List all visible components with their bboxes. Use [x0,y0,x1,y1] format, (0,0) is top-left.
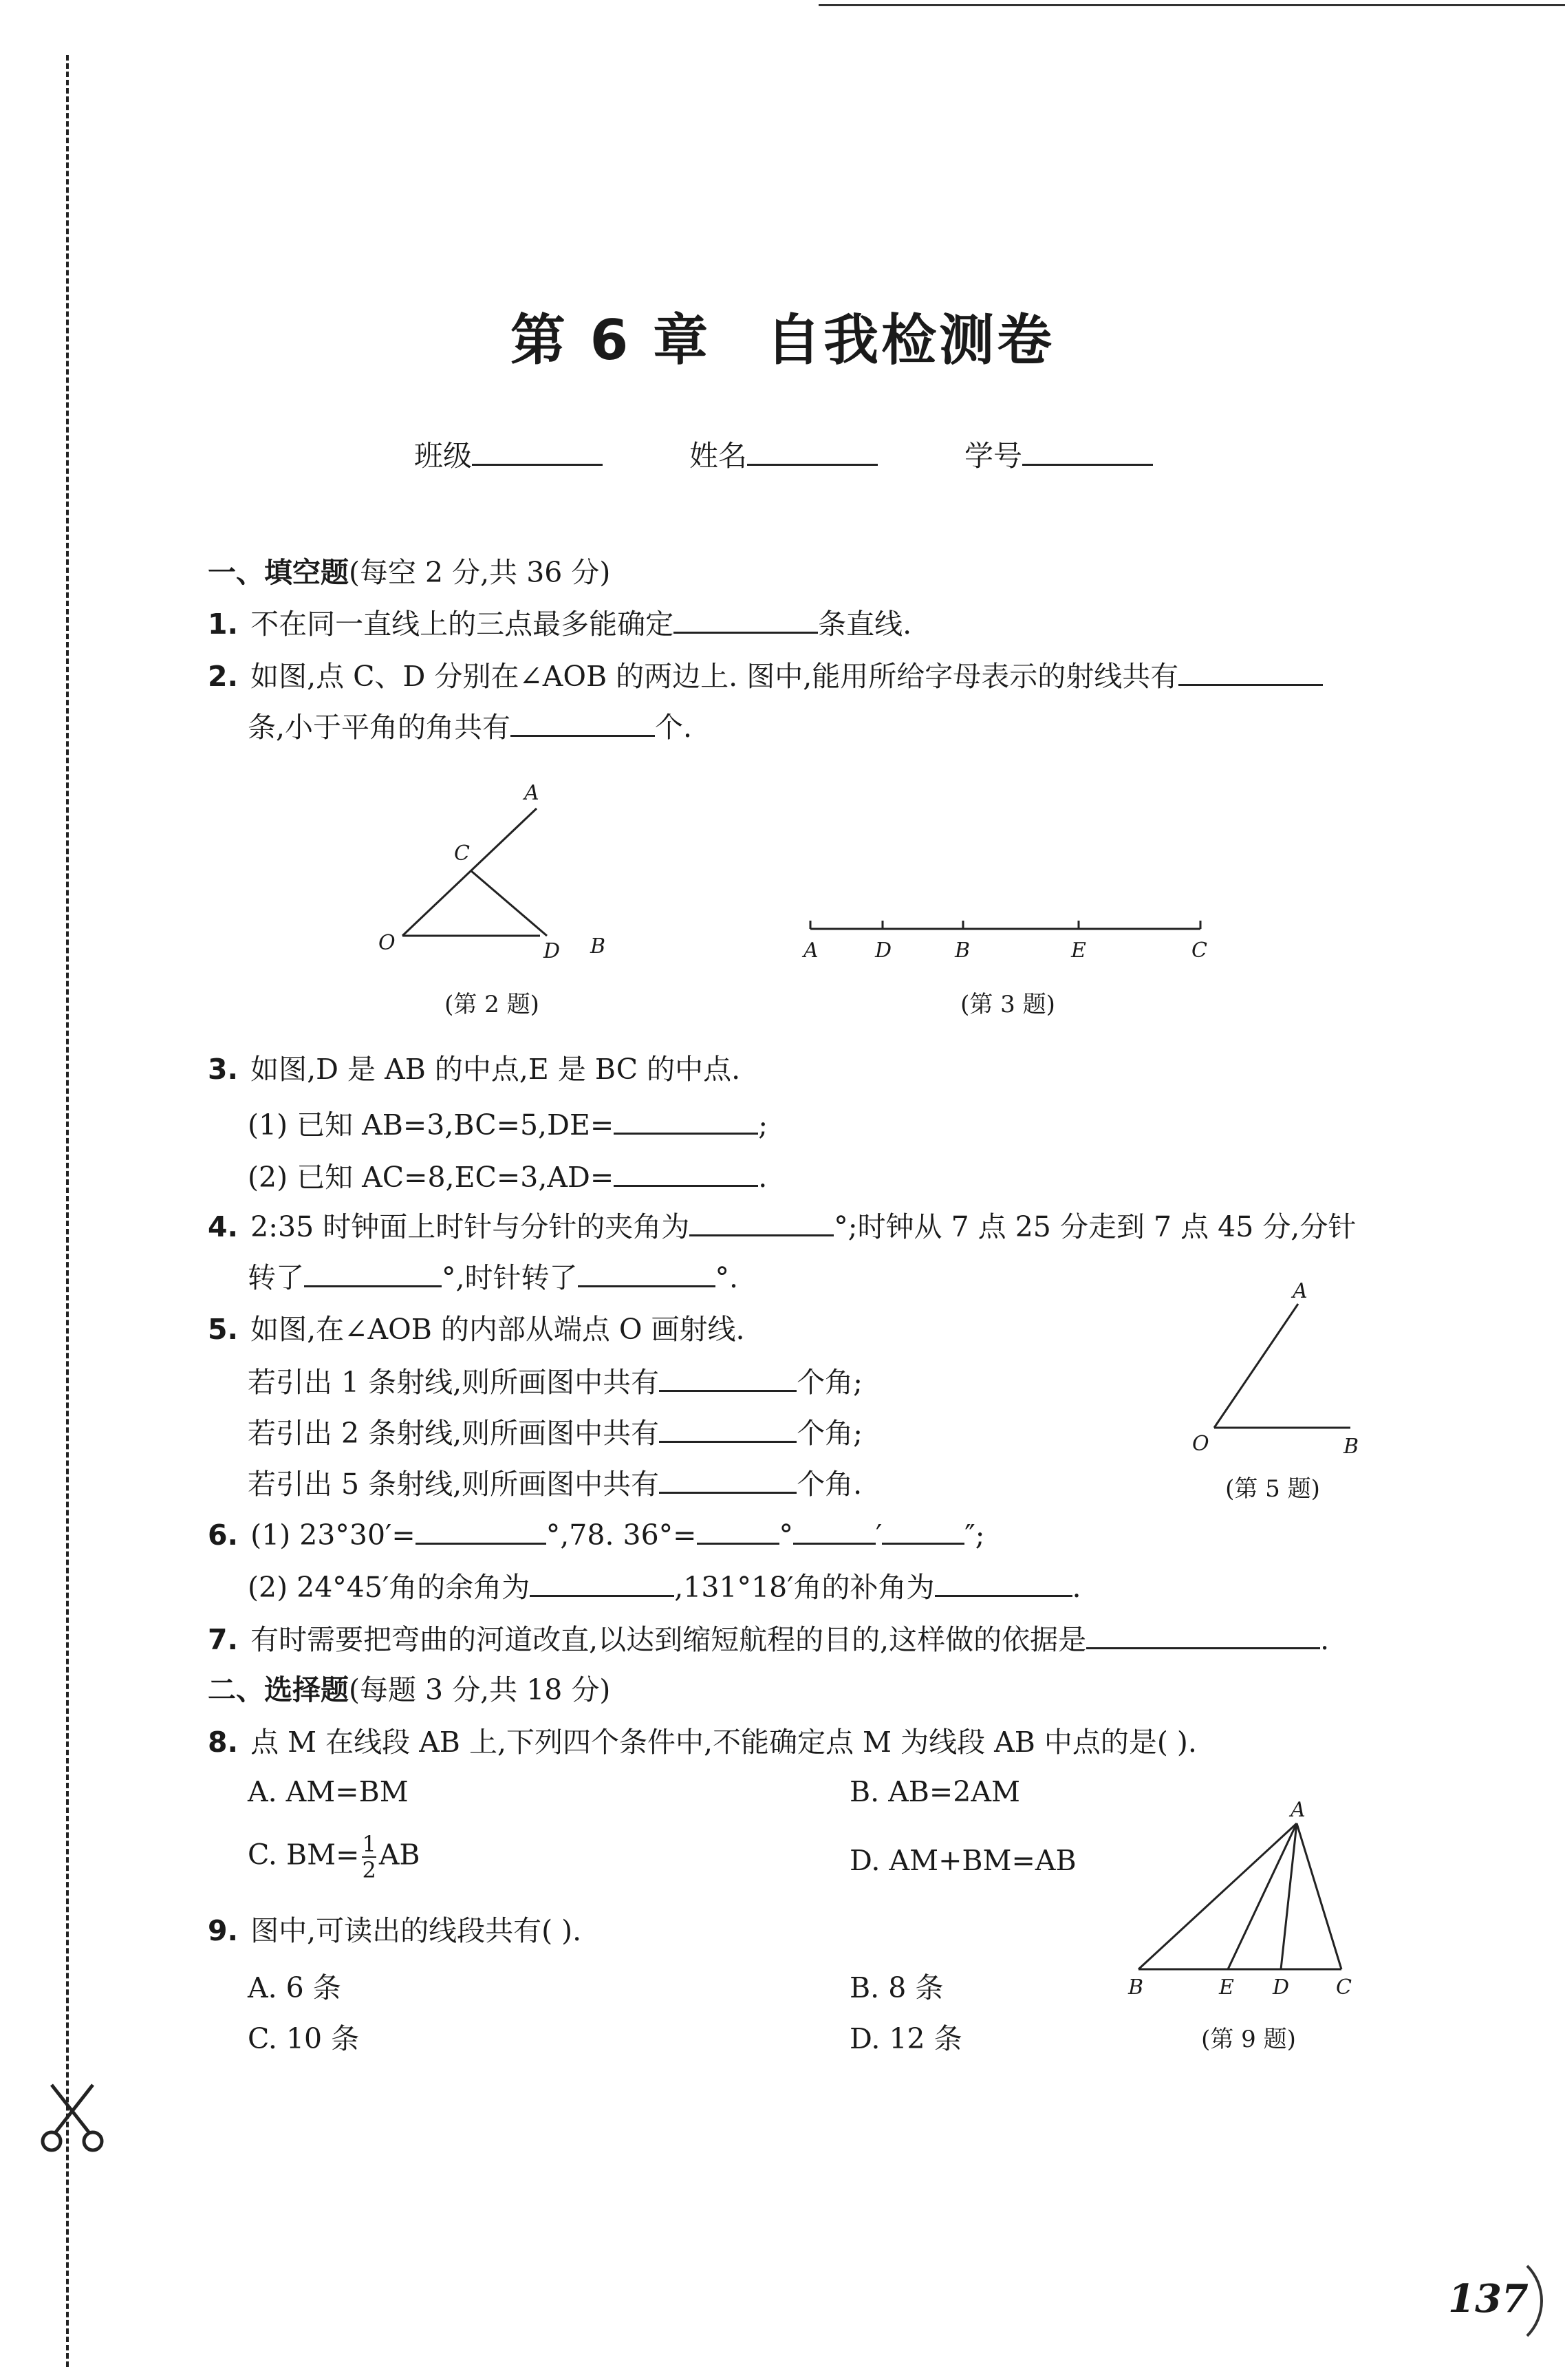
question-5: 5. 如图,在∠AOB 的内部从端点 O 画射线. [208,1313,745,1346]
answer-blank[interactable] [673,607,818,634]
question-6-part-2: (2) 24°45′角的余角为 ,131°18′角的补角为 . [248,1571,1081,1604]
option-a[interactable]: A. AM=BM [248,1775,409,1808]
figure-9-caption: (第 9 题) [1201,2026,1296,2053]
scissors-icon [38,2078,107,2154]
label-a: A [803,939,819,963]
answer-blank[interactable] [689,1210,834,1236]
title-name: 自我检测卷 [766,308,1055,372]
chapter-label: 第 6 章 [510,308,711,372]
answer-blank[interactable] [614,1160,758,1187]
label-b: B [955,939,971,963]
answer-blank[interactable] [1086,1622,1320,1649]
figure-5-caption: (第 5 题) [1225,1475,1320,1503]
id-blank[interactable] [1022,439,1153,466]
question-3-part-1: (1) 已知 AB=3,BC=5,DE= ; [248,1108,768,1141]
answer-blank[interactable] [510,710,655,737]
cut-line [66,55,69,2367]
label-c: C [1336,1975,1352,2000]
label-o: O [1192,1432,1209,1456]
question-7: 7. 有时需要把弯曲的河道改直,以达到缩短航程的目的,这样做的依据是 . [208,1623,1330,1656]
question-5-line-1: 若引出 1 条射线,则所画图中共有 个角; [248,1366,863,1399]
question-5-line-2: 若引出 2 条射线,则所画图中共有 个角; [248,1417,863,1450]
top-border-line [819,4,1565,6]
answer-blank[interactable] [614,1108,758,1135]
page-title [0,296,1565,375]
figure-5 [1180,1273,1366,1459]
answer-blank[interactable] [530,1570,674,1597]
section-2-heading: 二、选择题(每题 3 分,共 18 分) [208,1673,611,1706]
label-c: C [454,841,470,866]
answer-blank[interactable] [793,1518,876,1545]
option-b[interactable]: B. AB=2AM [850,1775,1020,1808]
answer-blank[interactable] [659,1365,797,1392]
answer-blank[interactable] [697,1518,779,1545]
option-b[interactable]: B. 8 条 [850,1971,944,2004]
name-blank[interactable] [747,439,878,466]
answer-blank[interactable] [578,1261,715,1287]
label-b: B [1128,1975,1144,2000]
question-5-line-3: 若引出 5 条射线,则所画图中共有 个角. [248,1468,863,1501]
page-number: 137 [1441,2250,1537,2346]
question-3: 3. 如图,D 是 AB 的中点,E 是 BC 的中点. [208,1053,741,1086]
label-b: B [590,934,606,958]
question-1: 1. 不在同一直线上的三点最多能确定 条直线. [208,608,912,641]
option-d[interactable]: D. AM+BM=AB [850,1844,1077,1877]
section-1-heading: 一、填空题(每空 2 分,共 36 分) [208,556,611,589]
question-8: 8. 点 M 在线段 AB 上,下列四个条件中,不能确定点 M 为线段 AB 中点的是( ). [208,1726,1197,1759]
question-2-cont: 条,小于平角的角共有 个. [248,711,693,744]
question-2: 2. 如图,点 C、D 分别在∠AOB 的两边上. 图中,能用所给字母表示的射线共有 [208,659,1323,694]
question-4-cont: 转了 °,时针转了 °. [248,1261,739,1294]
answer-blank[interactable] [882,1518,964,1545]
answer-blank[interactable] [935,1570,1072,1597]
label-a: A [1291,1798,1306,1822]
class-field: 班级 [414,433,603,475]
student-id-field: 学号 [964,433,1153,475]
label-o: O [378,931,396,955]
question-6-part-1: 6. (1) 23°30′= °,78. 36°= ° ′ ″; [208,1519,985,1552]
label-d: D [543,939,561,963]
question-9: 9. 图中,可读出的线段共有( ). [208,1914,582,1947]
answer-blank[interactable] [659,1467,797,1494]
option-a[interactable]: A. 6 条 [248,1971,341,2004]
figure-3-caption: (第 3 题) [960,991,1055,1018]
name-field: 姓名 [689,433,878,475]
answer-blank[interactable] [659,1416,797,1443]
label-b: B [1343,1435,1359,1459]
label-c: C [1191,939,1207,963]
label-e: E [1071,939,1086,963]
answer-blank[interactable] [304,1261,442,1287]
option-c[interactable]: C. BM= $\frac{1}{2}$ AB [248,1831,420,1883]
fraction: $\frac{1}{2}$ [362,1831,376,1883]
figure-2 [371,778,626,963]
label-a: A [524,781,539,805]
question-4: 4. 2:35 时钟面上时针与分针的夹角为 °;时钟从 7 点 25 分走到 7 点 45 分,分针 [208,1210,1357,1243]
figure-9 [1114,1789,1376,2002]
label-a: A [1293,1279,1308,1303]
option-d[interactable]: D. 12 条 [850,2022,962,2055]
figure-2-caption: (第 2 题) [444,991,539,1018]
class-blank[interactable] [472,439,603,466]
answer-blank[interactable] [415,1518,546,1545]
label-d: D [1273,1975,1290,2000]
label-e: E [1219,1975,1234,2000]
question-3-part-2: (2) 已知 AC=8,EC=3,AD= . [248,1161,768,1194]
answer-blank[interactable] [1178,659,1323,686]
label-d: D [875,939,892,963]
figure-3 [798,912,1211,967]
option-c[interactable]: C. 10 条 [248,2022,360,2055]
